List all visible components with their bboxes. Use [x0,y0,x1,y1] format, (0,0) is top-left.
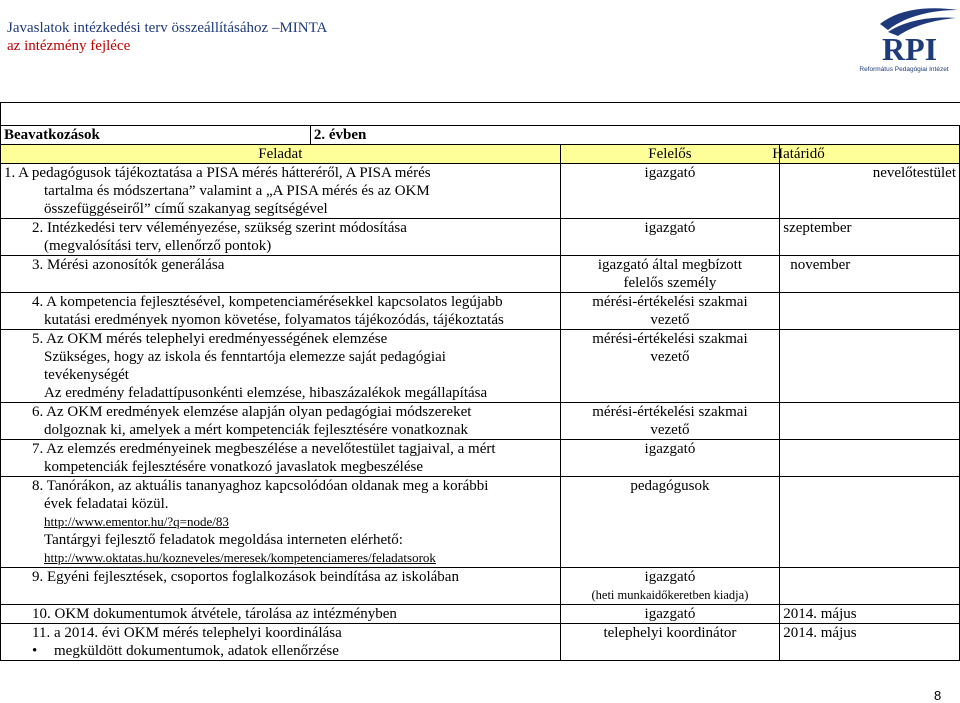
table-row [1,164,960,219]
deadline-cell [780,293,960,330]
deadline-cell: nevelőtestület [780,164,960,219]
task-cell: 4. A kompetencia fejlesztésével, kompetenciamérésekkel kapcsolatos legújabb kutatási eredmények nyomon követése, folyamatos tájékozódás, tájékoztatás [1,293,561,330]
resp-cell: mérési-értékelési szakmai vezető [560,293,780,330]
table-row [1,568,960,605]
resp-cell: pedagógusok [560,477,780,568]
action-plan-table [0,125,960,661]
task-cell: 1. A pedagógusok tájékoztatása a PISA mérés hátteréről, A PISA mérés tartalma és módszertana” valamint a „A PISA mérés és az OKM összefüggéseiről” című szakanyag segítségével [1,164,561,219]
page-number: 8 [934,688,942,703]
table-row [1,605,960,624]
svg-text:RPI: RPI [882,31,938,67]
deadline-cell [780,477,960,568]
resp-cell: igazgató (heti munkaidőkeretben kiadja) [560,568,780,605]
empty-header-row [0,102,960,126]
task-cell: 5. Az OKM mérés telephelyi eredményességének elemzése Szükséges, hogy az iskola és fenntartója elemezze saját pedagógiai tevékenységét Az eredmény feladattípusonkénti elemzése, hibaszázalékok megállapítása [1,330,561,403]
bullet-icon: • [32,643,38,659]
task-cell: 2. Intézkedési terv véleményezése, szükség szerint módosítása (megvalósítási terv, ellenőrző pontok) [1,219,561,256]
ementor-link[interactable]: http://www.ementor.hu/?q=node/83 [44,514,229,529]
table-row [1,440,960,477]
task-cell: 11. a 2014. évi OKM mérés telephelyi koordinálása • megküldött dokumentumok, adatok ellenőrzése [1,624,561,661]
deadline-cell: szeptember [780,219,960,256]
table-row [1,256,960,293]
resp-cell: mérési-értékelési szakmai vezető [560,330,780,403]
table-row [1,293,960,330]
resp-cell: igazgató által megbízott felelős személy [560,256,780,293]
task-cell: 8. Tanórákon, az aktuális tananyaghoz kapcsolódóan oldanak meg a korábbi évek feladatai közül. http://www.ementor.hu/?q=node/83 Tantárgyi fejlesztő feladatok megoldása interneten elérhető: http://www.oktatas.hu/kozneveles/meresek/kompetenciameres/feladatsorok [1,477,561,568]
resp-cell: igazgató [560,440,780,477]
header-subtitle: az intézmény fejléce [7,38,131,54]
table-row [1,330,960,403]
logo-subtitle: Református Pedagógiai Intézet [859,66,949,73]
col-task: Feladat [1,145,561,164]
resp-cell: mérési-értékelési szakmai vezető [560,403,780,440]
resp-cell: igazgató [560,219,780,256]
task-cell: 3. Mérési azonosítók generálása [1,256,561,293]
table-row [1,403,960,440]
task-cell: 7. Az elemzés eredményeinek megbeszélése a nevelőtestület tagjaival, a mért kompetenciák fejlesztésére vonatkozó javaslatok megbeszélése [1,440,561,477]
table-row [1,477,960,568]
resp-cell: igazgató [560,605,780,624]
task-cell: 10. OKM dokumentumok átvétele, tárolása az intézményben [1,605,561,624]
header-title: Javaslatok intézkedési terv összeállításához –MINTA [7,20,328,36]
table-row [1,219,960,256]
section-year: 2. évben [310,126,959,145]
section-label: Beavatkozások [1,126,311,145]
deadline-cell: 2014. május [780,624,960,661]
deadline-cell [780,403,960,440]
task-cell: 6. Az OKM eredmények elemzése alapján olyan pedagógiai módszereket dolgoznak ki, amelyek a mért kompetenciák fejlesztésére vonatkoznak [1,403,561,440]
resp-cell: telephelyi koordinátor [560,624,780,661]
deadline-cell [780,568,960,605]
deadline-cell: november [780,256,960,293]
deadline-cell [780,330,960,403]
table-row [1,624,960,661]
resp-cell: igazgató [560,164,780,219]
oktatas-link[interactable]: http://www.oktatas.hu/kozneveles/meresek/kompetenciameres/feladatsorok [44,550,436,565]
deadline-cell: 2014. május [780,605,960,624]
deadline-cell [780,440,960,477]
section-row [1,126,960,145]
task-cell: 9. Egyéni fejlesztések, csoportos foglalkozások beindítása az iskolában [1,568,561,605]
col-deadline: Határidő [780,145,960,164]
column-header-row [1,145,960,164]
col-resp: Felelős [560,145,780,164]
